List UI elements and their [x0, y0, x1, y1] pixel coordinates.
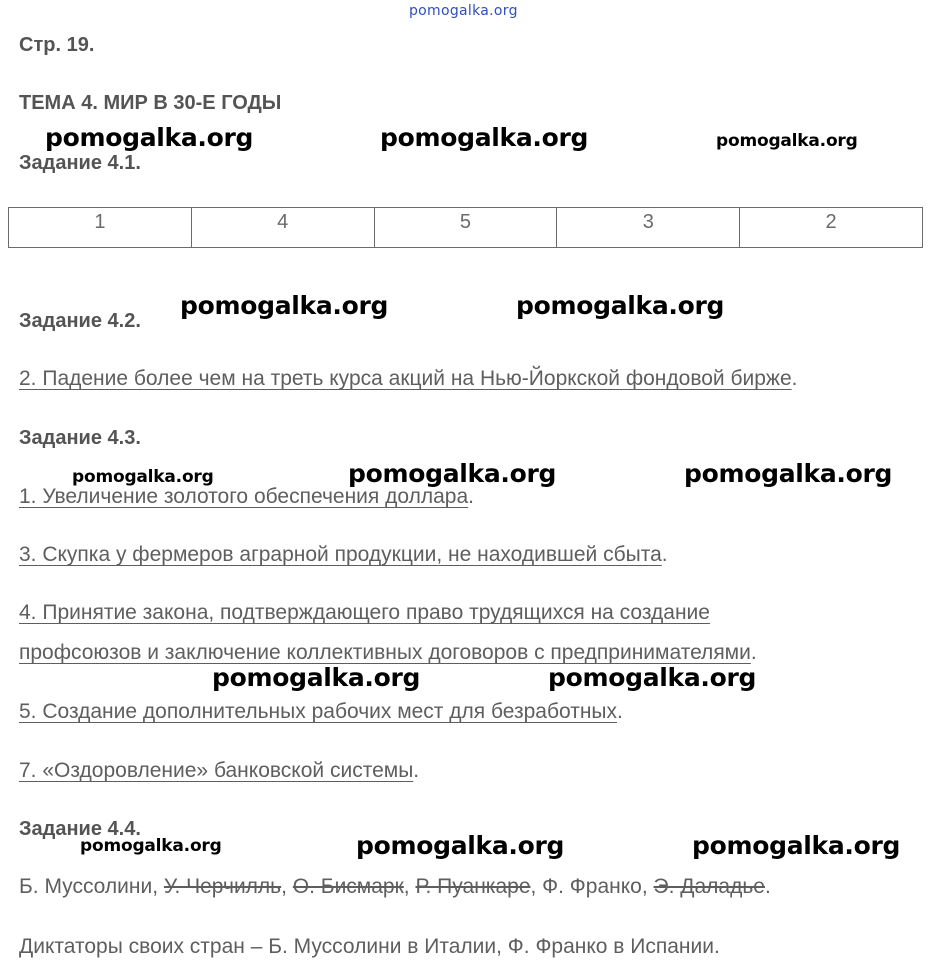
task-4-1-answer-table	[8, 207, 923, 248]
item-text: 7. «Оздоровление» банковской системы	[19, 759, 414, 782]
item-text: 5. Создание дополнительных рабочих мест для безработных	[19, 700, 618, 723]
separator: ,	[403, 875, 416, 898]
item-period: .	[750, 641, 757, 664]
topic-title: ТЕМА 4. МИР В 30-Е ГОДЫ	[19, 92, 282, 114]
answer-cell: 2	[740, 208, 923, 248]
watermark: pomogalka.org	[45, 123, 254, 152]
task-4-2-answer	[19, 367, 798, 391]
watermark: pomogalka.org	[716, 131, 858, 151]
page-reference: Стр. 19.	[19, 34, 95, 56]
name-mussolini: Б. Муссолини	[19, 875, 153, 898]
item-text: 4. Принятие закона, подтверждающего право трудящихся на создание	[19, 601, 710, 624]
item-text: 3. Скупка у фермеров аграрной продукции, не находившей сбыта	[19, 543, 662, 566]
item-period: .	[413, 759, 420, 782]
watermark: pomogalka.org	[80, 836, 222, 856]
task-4-3-item-4-line-1	[19, 601, 710, 625]
task-4-1-title: Задание 4.1.	[19, 152, 141, 174]
watermark: pomogalka.org	[516, 291, 725, 320]
task-4-3-item-4-line-2	[19, 641, 757, 665]
watermark: pomogalka.org	[684, 459, 893, 488]
answer-cell: 1	[9, 208, 192, 248]
watermark: pomogalka.org	[692, 831, 901, 860]
separator: ,	[152, 875, 164, 898]
task-4-3-title: Задание 4.3.	[19, 427, 141, 449]
watermark: pomogalka.org	[356, 831, 565, 860]
item-period: .	[468, 485, 474, 508]
name-churchill-struck: У. Черчилль	[163, 875, 282, 898]
task-4-3-item-5	[19, 700, 623, 724]
item-text: профсоюзов и заключение коллективных договоров с предпринимателями	[19, 641, 751, 664]
watermark: pomogalka.org	[348, 459, 557, 488]
item-period: .	[617, 700, 623, 723]
task-4-4-names-line	[19, 875, 771, 899]
watermark: pomogalka.org	[180, 291, 389, 320]
watermark: pomogalka.org	[548, 663, 757, 692]
name-franco: Ф. Франко	[542, 875, 642, 898]
answer-cell: 5	[374, 208, 557, 248]
separator: ,	[281, 875, 293, 898]
task-4-3-item-3	[19, 543, 668, 567]
watermark: pomogalka.org	[212, 663, 421, 692]
answer-period: .	[791, 367, 798, 390]
watermark-top: pomogalka.org	[409, 3, 518, 19]
item-text: 1. Увеличение золотого обеспечения доллара	[19, 485, 469, 508]
separator: ,	[530, 875, 543, 898]
name-daladier-struck: Э. Даладье	[653, 875, 765, 898]
answer-cell: 4	[191, 208, 374, 248]
line-period: .	[765, 875, 771, 898]
task-4-3-item-1	[19, 485, 474, 509]
watermark: pomogalka.org	[72, 467, 214, 487]
task-4-2-title: Задание 4.2.	[19, 310, 141, 332]
item-period: .	[661, 543, 668, 566]
task-4-4-title: Задание 4.4.	[19, 818, 141, 840]
name-bismarck-struck: О. Бисмарк	[292, 875, 404, 898]
answer-text: 2. Падение более чем на треть курса акций на Нью-Йоркской фондовой бирже	[19, 367, 792, 390]
watermark: pomogalka.org	[380, 123, 589, 152]
task-4-4-conclusion: Диктаторы своих стран – Б. Муссолини в Италии, Ф. Франко в Испании.	[19, 935, 720, 958]
separator: ,	[641, 875, 654, 898]
task-4-3-item-7	[19, 759, 419, 783]
name-poincare-struck: Р. Пуанкаре	[415, 875, 531, 898]
answer-cell: 3	[557, 208, 740, 248]
